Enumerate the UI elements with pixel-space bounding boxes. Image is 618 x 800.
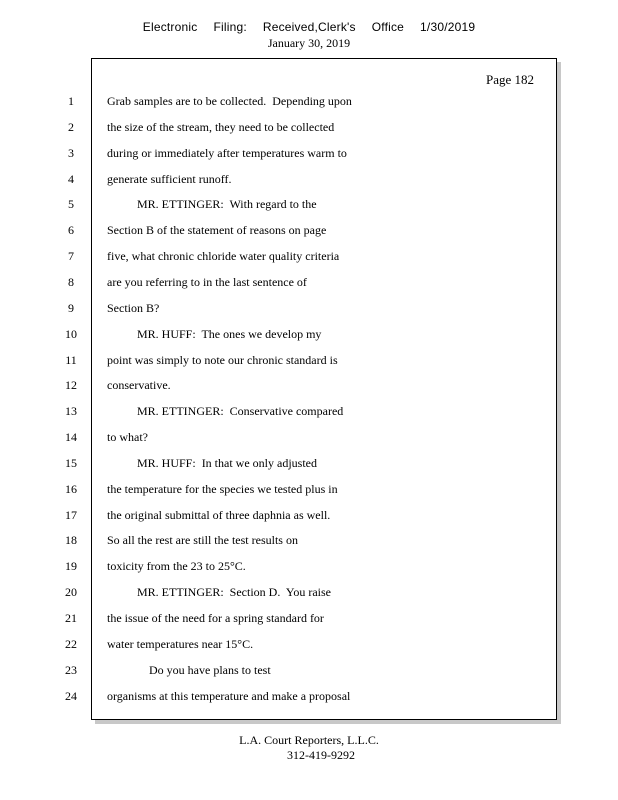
line-number: 16 [65,482,77,496]
line-number: 10 [65,327,77,341]
line-text: to what? [107,430,148,444]
line-text: Section B of the statement of reasons on page [107,223,327,237]
line-number: 8 [68,275,74,289]
line-text: conservative. [107,378,171,392]
line-number: 12 [65,378,77,392]
line-number: 2 [68,120,74,134]
line-text: MR. ETTINGER: Section D. You raise [107,585,331,599]
stamp-word-received: Received,Clerk's [262,20,356,34]
line-number: 4 [68,172,74,186]
footer-company: L.A. Court Reporters, L.L.C. [239,733,379,747]
line-text: generate sufficient runoff. [107,172,232,186]
line-text: MR. HUFF: The ones we develop my [107,327,322,341]
line-text: MR. ETTINGER: With regard to the [107,197,317,211]
line-text: MR. ETTINGER: Conservative compared [107,404,344,418]
stamp-word-electronic: Electronic [142,20,198,34]
line-number: 1 [68,94,74,108]
line-number: 17 [65,508,77,522]
line-text: during or immediately after temperatures warm to [107,146,347,160]
line-text: the original submittal of three daphnia as well. [107,508,331,522]
line-number: 24 [65,689,77,703]
line-number: 13 [65,404,77,418]
line-number: 21 [65,611,77,625]
line-text: Do you have plans to test [107,663,271,677]
line-number: 20 [65,585,77,599]
line-number: 5 [68,197,74,211]
line-number: 19 [65,559,77,573]
line-number: 11 [65,353,77,367]
line-text: Grab samples are to be collected. Depending upon [107,94,352,108]
line-number: 14 [65,430,77,444]
line-text: MR. HUFF: In that we only adjusted [107,456,317,470]
line-number: 22 [65,637,77,651]
line-text: organisms at this temperature and make a proposal [107,689,351,703]
stamp-date: 1/30/2019 [420,20,476,34]
line-text: Section B? [107,301,160,315]
page-number: Page 182 [485,72,534,87]
filed-date: January 30, 2019 [267,36,351,50]
line-number: 3 [68,146,74,160]
line-number: 23 [65,663,77,677]
line-number: 15 [65,456,77,470]
line-text: the size of the stream, they need to be collected [107,120,335,134]
footer-phone: 312-419-9292 [287,748,355,762]
line-text: So all the rest are still the test results on [107,533,298,547]
line-text: point was simply to note our chronic standard is [107,353,338,367]
stamp-word-filing: Filing: [213,20,247,34]
line-number: 7 [68,249,74,263]
line-number: 18 [65,533,77,547]
filing-stamp [0,20,618,34]
line-text: the issue of the need for a spring standard for [107,611,324,625]
line-number: 6 [68,223,74,237]
stamp-word-office: Office [371,20,405,34]
line-number: 9 [68,301,74,315]
line-text: are you referring to in the last sentence of [107,275,307,289]
line-text: the temperature for the species we tested plus in [107,482,338,496]
line-text: toxicity from the 23 to 25°C. [107,559,246,573]
line-text: water temperatures near 15°C. [107,637,254,651]
line-text: five, what chronic chloride water quality criteria [107,249,340,263]
